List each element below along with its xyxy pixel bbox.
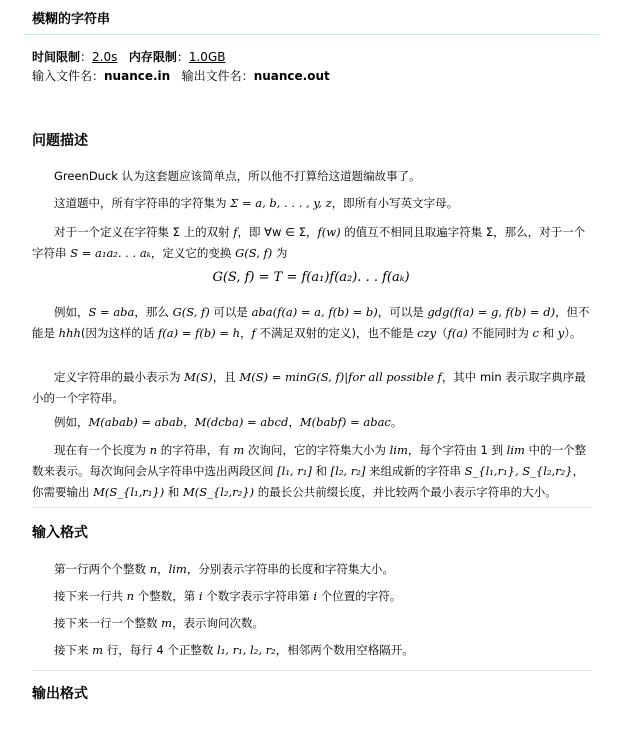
problem-paragraph-1: GreenDuck 认为这套题应该简单点，所以他不打算给这道题编故事了。 [54,169,421,183]
section-heading-input: 输入格式 [32,525,88,541]
limits-row-2 [32,67,330,86]
problem-paragraph-2: 这道题中，所有字符串的字符集为 Σ = a, b, . . . , y, z，即所有小写英文字母。 [54,196,459,210]
memory-limit-label: 内存限制 [128,50,177,64]
input-line-4: 接下来 m 行，每行 4 个正整数 l₁, r₁, l₂, r₂，相邻两个数用空格隔开。 [54,643,414,657]
problem-paragraph-7: 现在有一个长度为 n 的字符串，有 m 次询问，它的字符集大小为 lim，每个字符由 1 到 lim 中的一个整数来表示。每次询问会从字符串中选出两段区间 [l₁, r₁] 和 [l₂, r₂] 来组成新的字符串 S_{l₁,r₁}, S_{l₂,r₂}，你需要输出 M(S_{l₁,r₁}) 和 M(S_{l₂,r₂}) 的最长公共前缀长度，并比较两个最小表示字符串的大小。 [32,443,587,499]
limits-block [32,48,330,86]
input-file-name: nuance.in [104,69,171,83]
input-line-3: 接下来一行一个整数 m，表示询问次数。 [54,616,265,630]
input-line-2: 接下来一行共 n 个整数，第 i 个数字表示字符串第 i 个位置的字符。 [54,589,402,603]
problem-paragraph-5: 定义字符串的最小表示为 M(S)，且 M(S) = minG(S, f)|for all possible f，其中 min 表示取字典序最小的一个字符串。 [32,370,586,405]
section-divider [32,507,592,508]
problem-paragraph-4: 例如，S = aba，那么 G(S, f) 可以是 aba(f(a) = a, f(b) = b)，可以是 gdg(f(a) = g, f(b) = d)，但不能是 hhh(因为这样的话 f(a) = f(b) = h，f 不满足双射的定义)，也不能是 czy（f(a) 不能同时为 c 和 y）。 [32,305,590,340]
time-limit-value[interactable]: 2.0s [92,50,118,64]
output-file-label: 输出文件名： [181,69,254,83]
title-divider [24,34,599,35]
section-divider [32,670,592,671]
page-title: 模糊的字符串 [32,12,111,27]
input-line-1: 第一行两个个整数 n，lim，分别表示字符串的长度和字符集大小。 [54,562,394,576]
memory-limit-value[interactable]: 1.0GB [188,50,226,64]
input-file-label: 输入文件名： [32,69,105,83]
limits-row-1: 时间限制：2.0s 内存限制：1.0GB [32,50,226,64]
section-heading-output: 输出格式 [32,686,88,702]
transform-formula: G(S, f) = T = f(a₁)f(a₂). . . f(aₖ) [212,270,410,285]
time-limit-label: 时间限制 [32,50,81,64]
problem-paragraph-6: 例如，M(abab) = abab，M(dcba) = abcd，M(babf) = abac。 [54,415,403,429]
output-file-name: nuance.out [253,69,330,83]
section-heading-problem: 问题描述 [32,133,88,149]
problem-paragraph-3: 对于一个定义在字符集 Σ 上的双射 f，即 ∀w ∈ Σ，f(w) 的值互不相同且取遍字符集 Σ，那么，对于一个字符串 S = a₁a₂. . . aₖ，定义它的变换 G(S, f) 为 [32,225,586,260]
